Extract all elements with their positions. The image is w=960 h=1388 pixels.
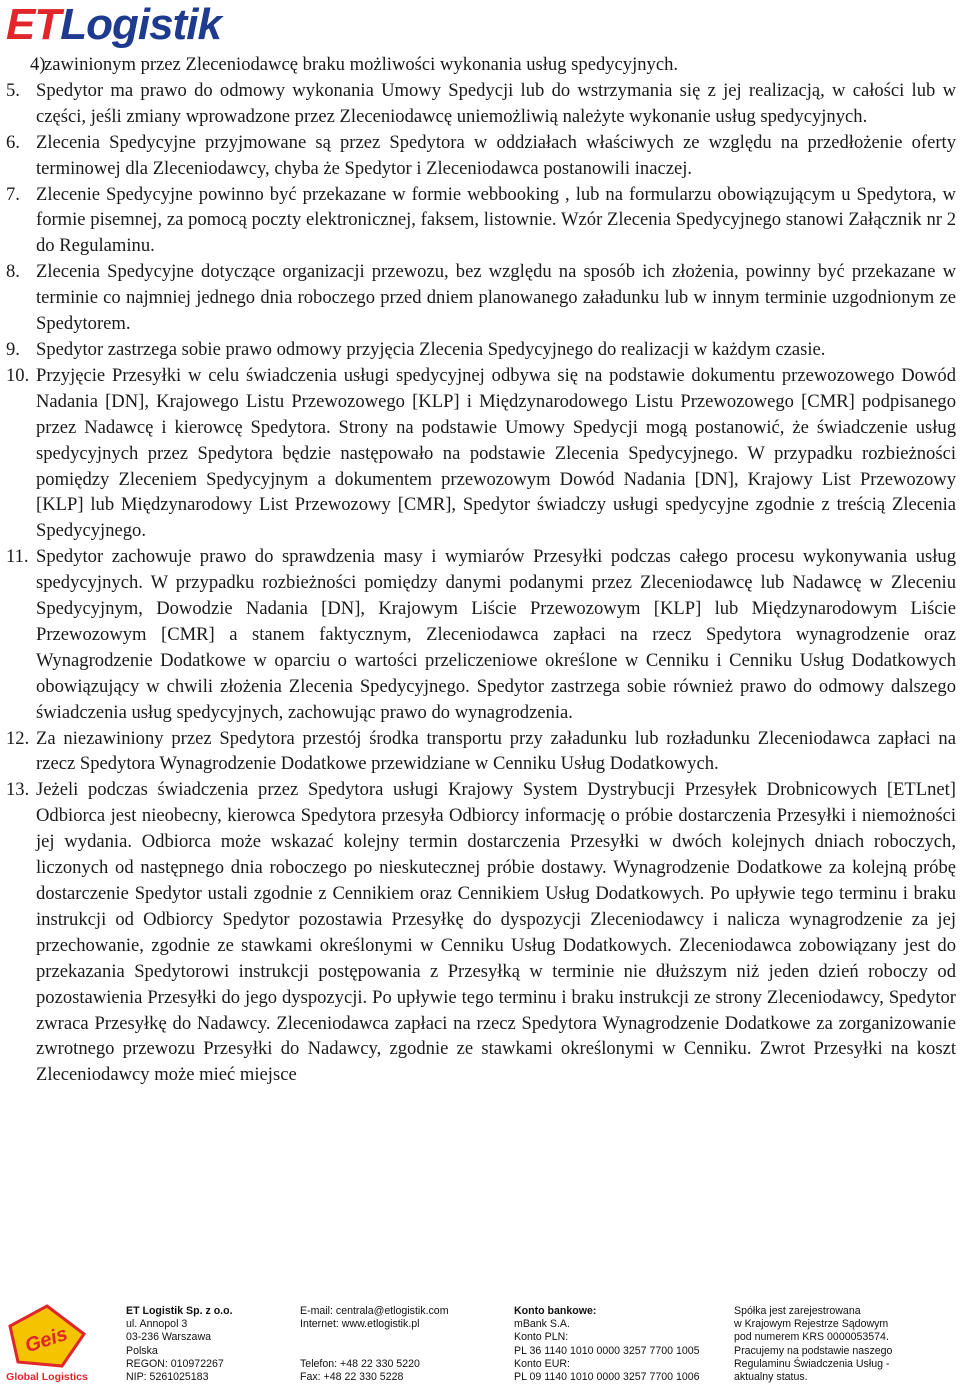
list-item: [6, 363, 956, 544]
etlogistik-logo: ETLogistik: [6, 0, 221, 49]
geis-caption: Global Logistics: [6, 1371, 88, 1383]
list-item: [6, 777, 956, 1088]
item-text: Spedytor zastrzega sobie prawo odmowy przyjęcia Zlecenia Spedycyjnego do realizacji w każdym czasie.: [36, 338, 826, 360]
item-number: 10.: [6, 364, 30, 386]
item-text: Przyjęcie Przesyłki w celu świadczenia usługi spedycyjnej odbywa się na podstawie dokumentu przewozowego Dowód Nadania [DN], Krajowego Listu Przewozowego [KLP] i Międzynarodowego Listu Przewozowego [CMR] podpisanego przez Nadawcę i kierowcę Spedytora. Strony na podstawie Umowy Spedycji mogą postanowić, że świadczenie usług spedycyjnych przez Spedytora będzie następowało na podstawie Zlecenia Spedycyjnego. W przypadku rozbieżności pomiędzy Zleceniem Spedycyjnym a dokumentem przewozowym Dowód Nadania [DN], Krajowy List Przewozowy [KLP] lub Międzynarodowy List Przewozowy [CMR], Spedytor świadczy usługi spedycyjne zgodnie z treścią Zlecenia Spedycyjnego.: [36, 364, 956, 542]
page-footer: [0, 1300, 960, 1388]
footer-company: ET Logistik Sp. z o.o. ul. Annopol 3 03-236 Warszawa Polska REGON: 010972267 NIP: 5261025183: [126, 1305, 233, 1384]
footer-bank: Konto bankowe: mBank S.A. Konto PLN: PL 36 1140 1010 0000 3257 7700 1005 Konto EUR: PL 09 1140 1010 0000 3257 7700 1006: [514, 1305, 700, 1384]
list-item: [6, 337, 956, 363]
list-item: [6, 130, 956, 182]
item-text: Zlecenia Spedycyjne przyjmowane są przez Spedytora w oddziałach właściwych ze względu na przedłożenie oferty terminowej dla Zleceniodawcy, chyba że Spedytor i Zleceniodawca postanowili inaczej.: [36, 131, 956, 179]
item-number: 13.: [6, 779, 30, 801]
document-body: [6, 52, 956, 1088]
item-text: Spedytor zachowuje prawo do sprawdzenia masy i wymiarów Przesyłki podczas całego procesu wykonywania usług spedycyjnych. W przypadku rozbieżności pomiędzy danymi podanymi przez Zleceniodawcę lub Nadawcę w Zleceniu Spedycyjnym, Dowodzie Nadania [DN], Krajowym Liście Przewozowym [KLP] lub Międzynarodowym Liście Przewozowym [CMR] a stanem faktycznym, Zleceniodawca zapłaci na rzecz Spedytora wynagrodzenie oraz Wynagrodzenie Dodatkowe w oparciu o wartości przeliczeniowe określone w Cenniku i Cenniku Usług Dodatkowych obowiązujący w chwili złożenia Zlecenia Spedycyjnego. Spedytor zastrzega sobie również prawo do odmowy dalszego świadczenia usług spedycyjnych, zachowując prawo do wynagrodzenia.: [36, 546, 956, 723]
item-number: 5.: [6, 79, 20, 101]
item-number: 8.: [6, 261, 20, 283]
list-item: [6, 182, 956, 260]
list-item: [6, 259, 956, 337]
email-link[interactable]: E-mail: centrala@etlogistik.com: [300, 1305, 449, 1317]
item-number: 11.: [6, 546, 29, 568]
item-text: Spedytor ma prawo do odmowy wykonania Umowy Spedycji lub do wstrzymania się z jej realizacją, w całości lub w części, jeśli zmiany wprowadzone przez Zleceniodawcę uniemożliwią należyte wykonanie usług spedycyjnych.: [36, 79, 956, 127]
website-link[interactable]: Internet: www.etlogistik.pl: [300, 1318, 420, 1331]
item-text: Zlecenia Spedycyjne dotyczące organizacji przewozu, bez względu na sposób ich złożenia, powinny być przekazane w terminie co najmniej jednego dnia roboczego przed dniem planowanego załadunku lub w innym terminie uzgodnionym ze Spedytorem.: [36, 261, 956, 335]
item-text: zawinionym przez Zleceniodawcę braku możliwości wykonania usług spedycyjnych.: [44, 54, 679, 75]
item-number: 7.: [6, 183, 20, 205]
item-text: Jeżeli podczas świadczenia przez Spedytora usługi Krajowy System Dystrybucji Przesyłek Drobnicowych [ETLnet] Odbiorca jest nieobecny, kierowca Spedytora przesyła Odbiorcy informację o próbie dostarczenia Przesyłki i niemożności jej wydania. Odbiorca może wskazać kolejny termin dostarczenia Przesyłki w dwóch kolejnych dniach roboczych, liczonych od następnego dnia roboczego po nieskutecznej próbie dostawy. Wynagrodzenie Dodatkowe za kolejną próbę dostarczenie Spedytor ustali zgodnie z Cennikiem oraz Cennikiem Usług Dodatkowych. Po upływie tego terminu i braku instrukcji od Odbiorcy Spedytor pozostawia Przesyłkę do dyspozycji Zleceniodawcy i nalicza wynagrodzenie za jej przechowanie, zgodnie ze stawkami określonymi w Cenniku Usług Dodatkowych. Zleceniodawca zobowiązany jest do przekazania Spedytorowi instrukcji postępowania z Przesyłką w terminie nie dłuższym niż jeden dzień roboczy od pozostawienia Przesyłki do jego dyspozycji. Po upływie tego terminu i braku instrukcji ze strony Zleceniodawcy, Spedytor zwraca Przesyłkę do Nadawcy. Zleceniodawca zapłaci na rzecz Spedytora Wynagrodzenie Dodatkowe za zorganizowanie zwrotnego przewozu Przesyłki do Nadawcy, zgodnie ze stawkami określonymi w Cenniku. Zwrot Przesyłki na koszt Zleceniodawcy może mieć miejsce: [36, 779, 956, 1086]
item-number: 6.: [6, 131, 20, 153]
item-text: Za niezawiniony przez Spedytora przestój środka transportu przy załadunku lub rozładunku Zleceniodawca zapłaci na rzecz Spedytora Wynagrodzenie Dodatkowe przewidziane w Cenniku Usług Dodatkowych.: [36, 727, 956, 775]
list-item: [6, 78, 956, 130]
footer-registry: Spółka jest zarejestrowana w Krajowym Rejestrze Sądowym pod numerem KRS 0000053574. Pracujemy na podstawie naszego Regulaminu Świadczenia Usług - aktualny status.: [734, 1305, 893, 1384]
item-number: 12.: [6, 727, 30, 749]
item-number: 4): [30, 54, 46, 75]
item-text: Zlecenie Spedycyjne powinno być przekazane w formie webbooking , lub na formularzu obowiązującym u Spedytora, w formie pisemnej, za pomocą poczty elektronicznej, faksem, listownie. Wzór Zlecenia Spedycyjnego stanowi Załącznik nr 2 do Regulaminu.: [36, 183, 956, 257]
geis-logo-icon: [4, 1304, 90, 1384]
list-item: [6, 726, 956, 778]
footer-contact: E-mail: centrala@etlogistik.com Internet: www.etlogistik.pl Telefon: +48 22 330 5220 Fax: +48 22 330 5228: [300, 1305, 449, 1383]
list-item: [6, 52, 956, 78]
item-number: 9.: [6, 338, 20, 360]
list-item: [6, 544, 956, 725]
geis-badge-text: Geis: [22, 1322, 71, 1358]
